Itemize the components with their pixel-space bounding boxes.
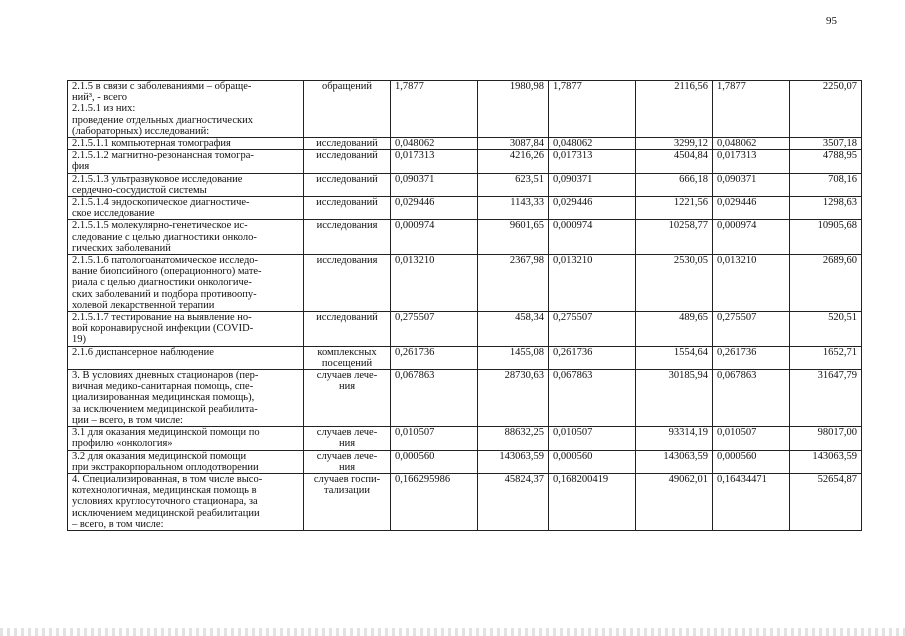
value-cell-v2: 1143,33	[478, 197, 549, 220]
row-name-line: гических заболеваний	[72, 242, 171, 254]
row-unit-text: исследований	[316, 197, 378, 209]
value-cell-v2: 143063,59	[478, 450, 549, 473]
row-name-cell	[68, 255, 304, 312]
value-cell-v1: 0,000974	[391, 220, 478, 255]
value-cell-v6: 2689,60	[790, 255, 862, 312]
row-name-line: 3.2 для оказания медицинской помощи	[72, 450, 247, 462]
table-row	[68, 81, 862, 138]
row-name-line: 2.1.5.1.1 компьютерная томография	[72, 138, 231, 150]
page-number: 95	[826, 15, 837, 27]
value-cell-v5: 0,029446	[713, 197, 790, 220]
value-cell-v3: 0,275507	[549, 312, 636, 347]
row-name-line: риала с целью диагностики онкологиче-	[72, 277, 252, 289]
value-cell-v6: 3507,18	[790, 138, 862, 150]
value-cell-v4: 93314,19	[636, 427, 713, 450]
value-cell-v3: 0,029446	[549, 197, 636, 220]
row-name-line: циализированная медицинская помощь),	[72, 392, 255, 404]
row-name-line: 2.1.5.1 из них:	[72, 103, 136, 115]
value-cell-v1: 1,7877	[391, 81, 478, 138]
value-cell-v4: 10258,77	[636, 220, 713, 255]
row-unit-line: тализации	[324, 485, 370, 497]
row-name-line: за исключением медицинской реабилита-	[72, 403, 258, 415]
row-name-line: 2.1.6 диспансерное наблюдение	[72, 346, 214, 358]
row-name-line: 2.1.5.1.2 магнитно-резонансная томогра-	[72, 150, 254, 162]
value-cell-v5: 1,7877	[713, 81, 790, 138]
value-cell-v4: 2530,05	[636, 255, 713, 312]
value-cell-v1: 0,275507	[391, 312, 478, 347]
value-cell-v1: 0,000560	[391, 450, 478, 473]
value-cell-v4: 1221,56	[636, 197, 713, 220]
value-cell-v5: 0,090371	[713, 173, 790, 196]
row-unit-cell	[304, 197, 391, 220]
row-unit-text: обращений	[321, 81, 373, 92]
value-cell-v6: 143063,59	[790, 450, 862, 473]
value-cell-v3: 0,000974	[549, 220, 636, 255]
row-unit-line: комплексных	[317, 346, 377, 358]
value-cell-v2: 2367,98	[478, 255, 549, 312]
row-unit-line: случаев лече-	[316, 427, 378, 439]
value-cell-v1: 0,013210	[391, 255, 478, 312]
value-cell-v3: 0,168200419	[549, 473, 636, 530]
row-name-line: вание биопсийного (операционного) мате-	[72, 266, 262, 278]
row-name-line: ское исследование	[72, 208, 155, 220]
row-name-line: котехнологичная, медицинская помощь в	[72, 485, 257, 497]
value-cell-v6: 10905,68	[790, 220, 862, 255]
row-name-line: 3. В условиях дневных стационаров (пер-	[72, 370, 259, 382]
value-cell-v2: 88632,25	[478, 427, 549, 450]
row-unit-cell	[304, 312, 391, 347]
value-cell-v2: 3087,84	[478, 138, 549, 150]
value-cell-v4: 1554,64	[636, 346, 713, 369]
table-row	[68, 138, 862, 150]
value-cell-v1: 0,048062	[391, 138, 478, 150]
row-name-line: следование с целью диагностики онколо-	[72, 231, 257, 243]
row-unit-line: посещений	[321, 357, 373, 369]
value-cell-v4: 143063,59	[636, 450, 713, 473]
value-cell-v6: 1652,71	[790, 346, 862, 369]
table-row	[68, 312, 862, 347]
row-unit-line: ния	[338, 461, 356, 473]
tariff-table	[67, 80, 862, 531]
row-name-line: условиях круглосуточного стационара, за	[72, 496, 258, 508]
value-cell-v1: 0,029446	[391, 197, 478, 220]
value-cell-v1: 0,166295986	[391, 473, 478, 530]
value-cell-v5: 0,000974	[713, 220, 790, 255]
value-cell-v5: 0,013210	[713, 255, 790, 312]
table-row	[68, 255, 862, 312]
value-cell-v1: 0,090371	[391, 173, 478, 196]
row-unit-cell	[304, 220, 391, 255]
row-name-cell	[68, 473, 304, 530]
value-cell-v3: 0,048062	[549, 138, 636, 150]
value-cell-v2: 4216,26	[478, 150, 549, 173]
row-unit-line: случаев лече-	[316, 370, 378, 382]
table-row	[68, 450, 862, 473]
row-unit-line: ния	[338, 381, 356, 393]
row-name-line: проведение отдельных диагностических	[72, 114, 253, 126]
row-name-line: 3.1 для оказания медицинской помощи по	[72, 427, 260, 439]
row-name-cell	[68, 150, 304, 173]
row-unit-cell	[304, 173, 391, 196]
row-name-line: 2.1.5 в связи с заболеваниями – обраще-	[72, 81, 252, 92]
value-cell-v4: 49062,01	[636, 473, 713, 530]
row-name-line: 4. Специализированная, в том числе высо-	[72, 473, 263, 485]
row-unit-text: исследования	[316, 220, 378, 232]
table-row	[68, 197, 862, 220]
row-unit-cell	[304, 81, 391, 138]
table-row	[68, 427, 862, 450]
row-name-line: ских заболеваний и подбора противоопу-	[72, 288, 257, 300]
value-cell-v3: 0,261736	[549, 346, 636, 369]
value-cell-v5: 0,067863	[713, 370, 790, 427]
value-cell-v1: 0,017313	[391, 150, 478, 173]
value-cell-v4: 666,18	[636, 173, 713, 196]
value-cell-v5: 0,16434471	[713, 473, 790, 530]
table-body	[68, 81, 862, 531]
row-name-line: при экстракорпоральном оплодотворении	[72, 461, 259, 473]
value-cell-v5: 0,010507	[713, 427, 790, 450]
value-cell-v1: 0,010507	[391, 427, 478, 450]
row-unit-cell	[304, 427, 391, 450]
value-cell-v3: 0,013210	[549, 255, 636, 312]
value-cell-v2: 9601,65	[478, 220, 549, 255]
value-cell-v6: 52654,87	[790, 473, 862, 530]
value-cell-v6: 98017,00	[790, 427, 862, 450]
value-cell-v6: 1298,63	[790, 197, 862, 220]
row-unit-text: исследований	[316, 173, 378, 185]
value-cell-v3: 0,090371	[549, 173, 636, 196]
value-cell-v4: 30185,94	[636, 370, 713, 427]
value-cell-v6: 520,51	[790, 312, 862, 347]
row-name-line: 2.1.5.1.6 патологоанатомическое исследо-	[72, 255, 259, 267]
row-unit-text: исследований	[316, 150, 378, 162]
row-name-line: исключением медицинской реабилитации	[72, 507, 260, 519]
row-name-line: 2.1.5.1.5 молекулярно-генетическое ис-	[72, 220, 248, 232]
row-unit-text: исследований	[316, 138, 378, 150]
value-cell-v3: 0,017313	[549, 150, 636, 173]
row-name-line: холевой лекарственной терапии	[72, 299, 215, 311]
row-unit-cell	[304, 473, 391, 530]
value-cell-v6: 2250,07	[790, 81, 862, 138]
row-name-cell	[68, 197, 304, 220]
value-cell-v6: 4788,95	[790, 150, 862, 173]
value-cell-v2: 1455,08	[478, 346, 549, 369]
row-name-line: (лабораторных) исследований:	[72, 125, 210, 137]
row-unit-line: ния	[338, 438, 356, 450]
row-name-cell	[68, 370, 304, 427]
scan-artifact	[0, 628, 905, 636]
value-cell-v5: 0,275507	[713, 312, 790, 347]
row-name-line: – всего, в том числе:	[72, 518, 164, 530]
value-cell-v2: 1980,98	[478, 81, 549, 138]
row-name-cell	[68, 173, 304, 196]
value-cell-v3: 0,010507	[549, 427, 636, 450]
value-cell-v3: 1,7877	[549, 81, 636, 138]
value-cell-v4: 3299,12	[636, 138, 713, 150]
value-cell-v5: 0,261736	[713, 346, 790, 369]
row-name-line: сердечно-сосудистой системы	[72, 184, 207, 196]
row-name-cell	[68, 138, 304, 150]
row-unit-cell	[304, 450, 391, 473]
row-name-line: 2.1.5.1.4 эндоскопическое диагностиче-	[72, 197, 250, 209]
value-cell-v2: 28730,63	[478, 370, 549, 427]
row-unit-cell	[304, 346, 391, 369]
row-name-line: 19)	[72, 334, 86, 346]
row-name-line: профилю «онкология»	[72, 438, 173, 450]
row-unit-line: случаев госпи-	[313, 473, 381, 485]
value-cell-v6: 708,16	[790, 173, 862, 196]
value-cell-v3: 0,000560	[549, 450, 636, 473]
row-unit-cell	[304, 370, 391, 427]
value-cell-v4: 2116,56	[636, 81, 713, 138]
value-cell-v2: 458,34	[478, 312, 549, 347]
row-name-line: 2.1.5.1.7 тестирование на выявление но-	[72, 312, 252, 324]
value-cell-v1: 0,261736	[391, 346, 478, 369]
value-cell-v1: 0,067863	[391, 370, 478, 427]
table-row	[68, 370, 862, 427]
value-cell-v5: 0,017313	[713, 150, 790, 173]
value-cell-v4: 489,65	[636, 312, 713, 347]
table-row	[68, 346, 862, 369]
value-cell-v4: 4504,84	[636, 150, 713, 173]
value-cell-v3: 0,067863	[549, 370, 636, 427]
value-cell-v5: 0,048062	[713, 138, 790, 150]
row-name-line: вой коронавирусной инфекции (COVID-	[72, 323, 254, 335]
table-row	[68, 150, 862, 173]
row-unit-cell	[304, 150, 391, 173]
value-cell-v2: 623,51	[478, 173, 549, 196]
row-unit-text: исследования	[316, 255, 378, 267]
row-name-cell	[68, 346, 304, 369]
row-name-line: вичная медико-санитарная помощь, спе-	[72, 381, 254, 393]
row-name-cell	[68, 312, 304, 347]
row-name-cell	[68, 220, 304, 255]
table-row	[68, 473, 862, 530]
value-cell-v6: 31647,79	[790, 370, 862, 427]
value-cell-v5: 0,000560	[713, 450, 790, 473]
value-cell-v2: 45824,37	[478, 473, 549, 530]
row-unit-cell	[304, 255, 391, 312]
row-name-line: фия	[72, 161, 90, 173]
row-name-cell	[68, 427, 304, 450]
row-name-cell	[68, 81, 304, 138]
row-name-line: ции – всего, в том числе:	[72, 414, 183, 426]
row-name-line: 2.1.5.1.3 ультразвуковое исследование	[72, 173, 243, 185]
table-row	[68, 220, 862, 255]
table-row	[68, 173, 862, 196]
row-name-cell	[68, 450, 304, 473]
row-unit-cell	[304, 138, 391, 150]
row-unit-line: случаев лече-	[316, 450, 378, 462]
row-unit-text: исследований	[316, 312, 378, 324]
row-name-line: ний³, - всего	[72, 92, 128, 104]
